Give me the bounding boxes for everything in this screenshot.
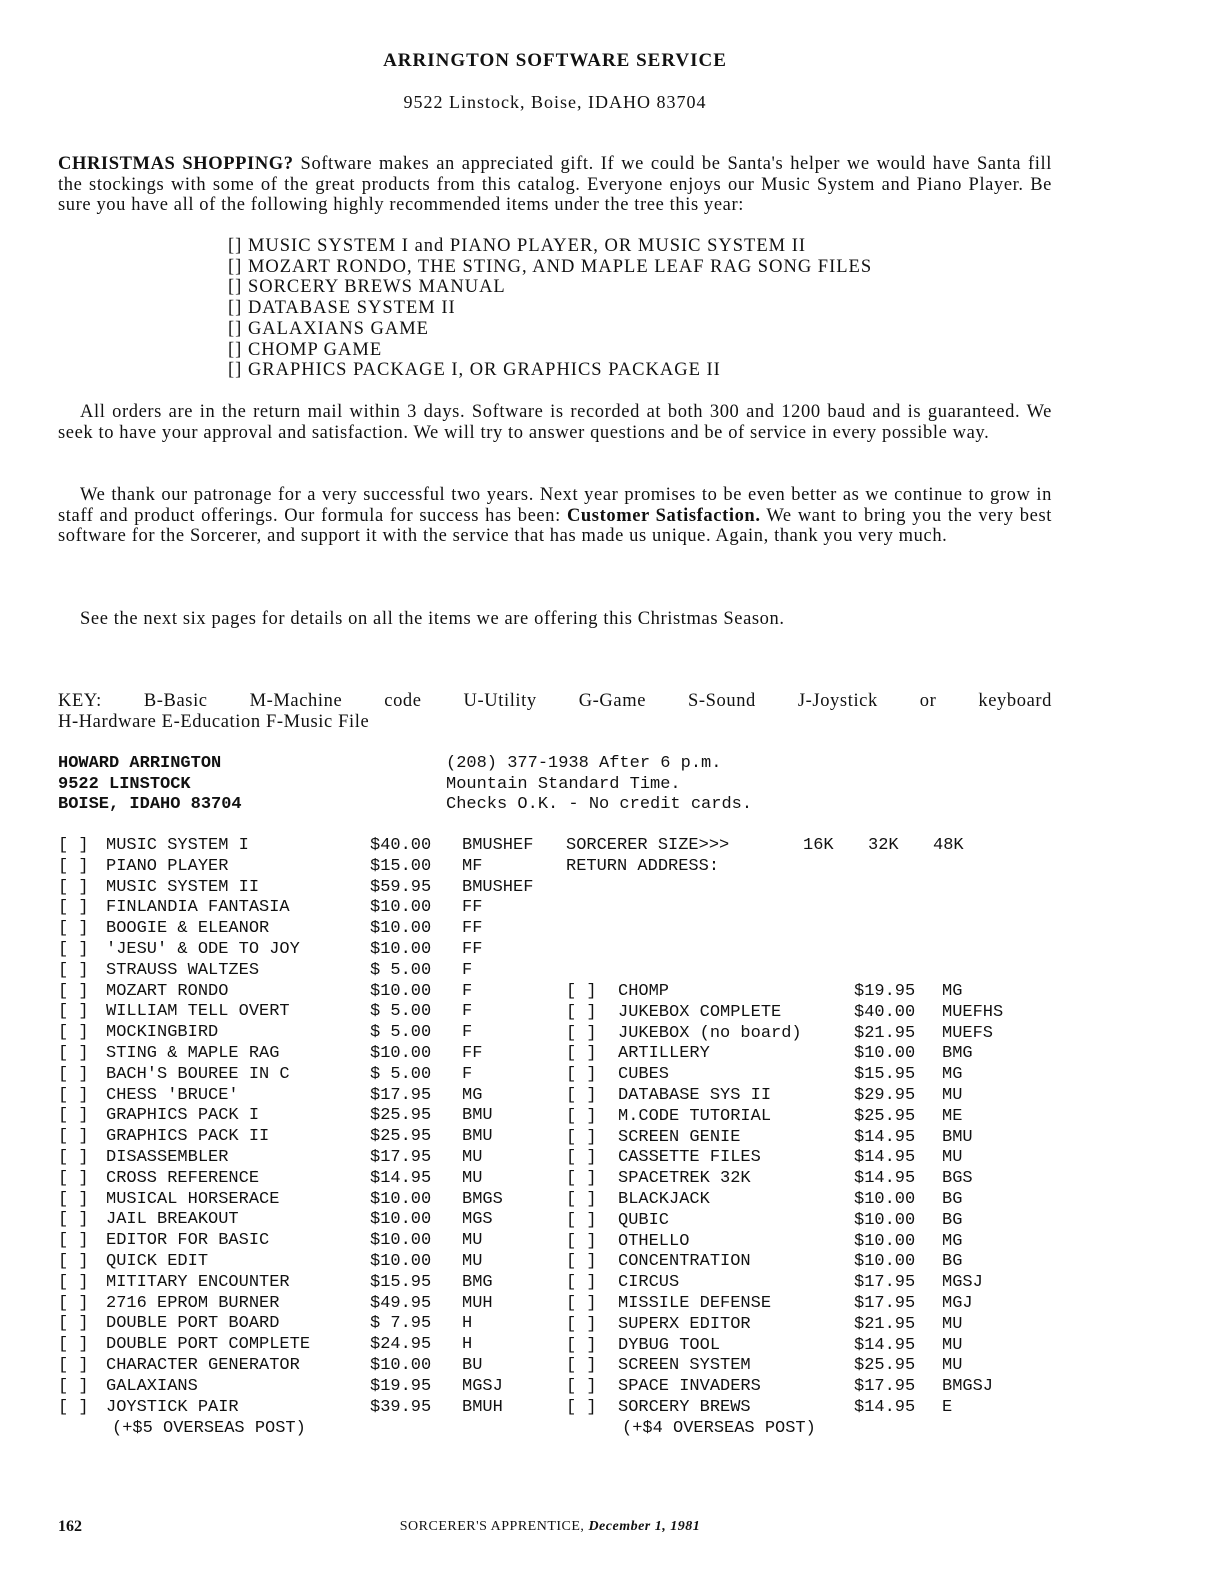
item-price: $59.95: [370, 877, 432, 897]
item-price: $10.00: [370, 898, 432, 918]
item-codes: MG: [942, 982, 963, 1001]
left-order-list: [58, 836, 568, 1436]
order-row: [566, 1169, 1036, 1190]
item-name: SPACE INVADERS: [618, 1377, 761, 1397]
checkbox[interactable]: [ ]: [58, 1293, 89, 1313]
checkbox[interactable]: [ ]: [566, 1106, 597, 1126]
size-16k[interactable]: 16K: [803, 836, 834, 855]
checkbox[interactable]: [ ]: [58, 1044, 89, 1063]
item-codes: BMU: [462, 1127, 493, 1147]
item-price: $21.95: [854, 1314, 916, 1334]
item-price: $10.00: [370, 1210, 432, 1230]
recommended-checklist: [228, 236, 872, 381]
item-name: STING & MAPLE RAG: [106, 1044, 280, 1063]
item-name: MOCKINGBIRD: [106, 1023, 219, 1043]
item-price: $10.00: [370, 1044, 432, 1063]
item-price: $ 5.00: [370, 1002, 432, 1022]
order-row: [58, 1294, 568, 1315]
checkbox[interactable]: [ ]: [566, 1231, 597, 1251]
item-codes: E: [942, 1398, 953, 1417]
order-row: [566, 1336, 1036, 1357]
item-price: $10.00: [854, 1210, 916, 1230]
item-price: $40.00: [370, 836, 432, 855]
item-codes: MU: [942, 1314, 963, 1334]
order-row: [58, 1023, 568, 1044]
checkbox[interactable]: [ ]: [566, 1065, 597, 1085]
item-price: $ 5.00: [370, 1064, 432, 1084]
item-name: PIANO PLAYER: [106, 856, 229, 876]
order-info: [566, 836, 964, 878]
order-row: [58, 940, 568, 961]
item-name: FINLANDIA FANTASIA: [106, 898, 290, 918]
item-codes: MU: [462, 1148, 483, 1167]
checkbox[interactable]: [ ]: [58, 1002, 89, 1022]
order-row: [566, 1356, 1036, 1377]
item-price: $21.95: [854, 1023, 916, 1043]
order-row: [566, 1044, 1036, 1065]
order-row: [58, 1314, 568, 1335]
item-price: $14.95: [854, 1398, 916, 1417]
item-price: $10.00: [370, 940, 432, 959]
thanks-bold: Customer Satisfaction.: [566, 505, 761, 526]
next-pages-paragraph: See the next six pages for details on all the items we are offering this Christmas Season.: [80, 609, 785, 629]
item-price: $10.00: [370, 1252, 432, 1271]
page-title: ARRINGTON SOFTWARE SERVICE: [383, 50, 727, 71]
item-price: $10.00: [854, 1252, 916, 1272]
item-price: $10.00: [370, 981, 432, 1001]
left-overseas-note: (+$5 OVERSEAS POST): [112, 1419, 306, 1438]
item-price: $15.00: [370, 856, 432, 876]
checkbox[interactable]: [ ]: [58, 856, 89, 876]
checkbox[interactable]: [ ]: [58, 1376, 89, 1396]
publication-date: December 1, 1981: [588, 1519, 701, 1534]
item-name: MUSIC SYSTEM I: [106, 836, 249, 855]
item-codes: BG: [942, 1190, 963, 1209]
checkbox[interactable]: [ ]: [58, 940, 89, 959]
checkbox[interactable]: [ ]: [58, 836, 89, 855]
item-codes: BU: [462, 1356, 483, 1375]
item-name: BACH'S BOUREE IN C: [106, 1064, 290, 1084]
item-price: $14.95: [854, 1169, 916, 1189]
item-name: QUBIC: [618, 1210, 670, 1230]
checkbox[interactable]: [ ]: [566, 1190, 597, 1209]
order-row: [58, 1252, 568, 1273]
order-row: [566, 1003, 1036, 1024]
item-name: DYBUG TOOL: [618, 1335, 721, 1355]
order-row: [58, 919, 568, 940]
thanks-text-2: We want to bring you the very best software for the Sorcerer, and support it with the service that has made us unique. Again, thank you very much.: [58, 505, 1052, 547]
order-row: [58, 1210, 568, 1231]
item-name: MUSIC SYSTEM II: [106, 877, 260, 897]
item-name: SORCERY BREWS: [618, 1398, 751, 1417]
item-codes: F: [462, 981, 473, 1001]
checklist-item: [] GRAPHICS PACKAGE I, OR GRAPHICS PACKAGE II: [228, 360, 721, 381]
item-price: $25.95: [854, 1106, 916, 1126]
item-price: $ 7.95: [370, 1314, 432, 1334]
page-number: 162: [58, 1518, 82, 1535]
checkbox[interactable]: [ ]: [58, 981, 89, 1001]
item-codes: MU: [462, 1231, 483, 1251]
size-32k[interactable]: 32K: [868, 836, 899, 855]
item-codes: BG: [942, 1210, 963, 1230]
contact-address: [58, 754, 242, 816]
checkbox[interactable]: [ ]: [566, 982, 597, 1001]
item-codes: MGSJ: [942, 1273, 983, 1293]
item-codes: F: [462, 1064, 473, 1084]
checkbox[interactable]: [ ]: [58, 898, 89, 918]
item-name: GRAPHICS PACK I: [106, 1106, 260, 1126]
checkbox[interactable]: [ ]: [566, 1294, 597, 1313]
key-legend: [58, 691, 1052, 733]
item-name: DISASSEMBLER: [106, 1148, 229, 1167]
item-name: GALAXIANS: [106, 1376, 198, 1396]
item-codes: BMUH: [462, 1397, 503, 1417]
checkbox[interactable]: [ ]: [566, 1356, 597, 1376]
order-row: [566, 1315, 1036, 1336]
item-codes: MG: [942, 1231, 963, 1251]
item-codes: BMG: [942, 1044, 973, 1064]
item-codes: FF: [462, 940, 483, 959]
item-price: $17.95: [854, 1377, 916, 1397]
company-address: 9522 Linstock, Boise, IDAHO 83704: [403, 92, 707, 112]
order-row: [58, 898, 568, 919]
order-row: [566, 1377, 1036, 1398]
item-codes: F: [462, 1023, 473, 1043]
item-price: $10.00: [854, 1190, 916, 1209]
item-name: JOYSTICK PAIR: [106, 1397, 239, 1417]
order-row: [566, 1398, 1036, 1419]
right-order-list: [566, 982, 1036, 1422]
item-name: SPACETREK 32K: [618, 1169, 751, 1189]
contact-phone: (208) 377-1938 After 6 p.m.: [446, 754, 722, 773]
order-row: [58, 1356, 568, 1377]
checkbox[interactable]: [ ]: [58, 1314, 89, 1334]
item-price: $10.00: [370, 1231, 432, 1251]
item-codes: MU: [462, 1252, 483, 1271]
item-name: JUKEBOX (no board): [618, 1023, 802, 1043]
item-name: MITITARY ENCOUNTER: [106, 1272, 290, 1292]
item-codes: MGS: [462, 1210, 493, 1230]
item-price: $17.95: [854, 1294, 916, 1313]
order-row: [566, 1024, 1036, 1045]
item-price: $ 5.00: [370, 960, 432, 980]
orders-paragraph: All orders are in the return mail within 3 days. Software is recorded at both 300 and 1200 baud and is guaranteed. We seek to have your approval and satisfaction. We will try to answer questions and be of service in every possible way.: [58, 402, 1052, 443]
item-codes: MUEFHS: [942, 1002, 1004, 1022]
thanks-text-1: We thank our patronage for a very successful two years. Next year promises to be even better as we continue to grow in staff and product offerings. Our formula for success has been:: [58, 485, 1052, 526]
item-price: $25.95: [854, 1356, 916, 1376]
checklist-item: [] SORCERY BREWS MANUAL: [228, 277, 506, 298]
item-name: ARTILLERY: [618, 1044, 710, 1064]
item-price: $10.00: [854, 1044, 916, 1064]
checklist-item: [] DATABASE SYSTEM II: [228, 298, 456, 319]
checklist-item: [] GALAXIANS GAME: [228, 318, 429, 339]
item-price: $49.95: [370, 1293, 432, 1313]
item-price: $40.00: [854, 1002, 916, 1022]
order-row: [566, 1148, 1036, 1169]
item-name: OTHELLO: [618, 1231, 690, 1251]
checkbox[interactable]: [ ]: [58, 1210, 89, 1230]
item-name: SUPERX EDITOR: [618, 1314, 751, 1334]
item-codes: BMU: [942, 1127, 973, 1147]
checkbox[interactable]: [ ]: [58, 1397, 89, 1417]
order-row: [58, 1044, 568, 1065]
item-name: STRAUSS WALTZES: [106, 960, 260, 980]
checkbox[interactable]: [ ]: [58, 960, 89, 980]
order-row: [58, 1398, 568, 1419]
item-codes: BG: [942, 1252, 963, 1272]
contact-city: BOISE, IDAHO 83704: [58, 795, 242, 814]
order-row: [566, 1232, 1036, 1253]
item-name: CASSETTE FILES: [618, 1148, 761, 1168]
checkbox[interactable]: [ ]: [566, 1002, 597, 1022]
checkbox[interactable]: [ ]: [566, 1148, 597, 1168]
order-row: [58, 1086, 568, 1107]
item-codes: BMUSHEF: [462, 836, 534, 855]
key-line-1: KEY: B-Basic M-Machine code U-Utility G-Game S-Sound J-Joystick or keyboard: [58, 691, 1052, 711]
item-name: CHARACTER GENERATOR: [106, 1356, 300, 1375]
publication-name: SORCERER'S APPRENTICE,: [399, 1519, 585, 1534]
item-name: CUBES: [618, 1065, 670, 1085]
item-codes: MG: [462, 1085, 483, 1105]
item-name: 2716 EPROM BURNER: [106, 1293, 280, 1313]
intro-text: Software makes an appreciated gift. If we could be Santa's helper we would have Santa fill the stockings with some of the great products from this catalog. Everyone enjoys our Music System and Piano Player. Be sure you have all of the following highly recommended items under the tree this year:: [58, 154, 1052, 216]
contact-timezone: Mountain Standard Time.: [446, 774, 681, 794]
order-row: [566, 1190, 1036, 1211]
thanks-paragraph: [58, 485, 1052, 547]
item-price: $17.95: [370, 1148, 432, 1167]
item-name: DATABASE SYS II: [618, 1086, 772, 1105]
item-name: SCREEN GENIE: [618, 1127, 741, 1147]
order-row: [566, 1107, 1036, 1128]
item-name: BLACKJACK: [618, 1190, 710, 1209]
item-price: $14.95: [854, 1335, 916, 1355]
item-codes: FF: [462, 1044, 483, 1063]
checklist-item: [] CHOMP GAME: [228, 339, 383, 360]
item-name: SCREEN SYSTEM: [618, 1356, 751, 1376]
order-row: [58, 1231, 568, 1252]
item-codes: MU: [942, 1148, 963, 1168]
checkbox[interactable]: [ ]: [58, 1356, 89, 1375]
order-row: [58, 1377, 568, 1398]
checkbox[interactable]: [ ]: [58, 1023, 89, 1043]
item-name: JUKEBOX COMPLETE: [618, 1002, 782, 1022]
order-row: [58, 878, 568, 899]
item-codes: MUEFS: [942, 1023, 994, 1043]
checkbox[interactable]: [ ]: [58, 1085, 89, 1105]
item-price: $29.95: [854, 1086, 916, 1105]
item-name: M.CODE TUTORIAL: [618, 1106, 772, 1126]
item-price: $24.95: [370, 1335, 432, 1355]
item-codes: BMG: [462, 1272, 493, 1292]
item-name: QUICK EDIT: [106, 1252, 209, 1271]
item-price: $ 5.00: [370, 1023, 432, 1043]
checkbox[interactable]: [ ]: [566, 1398, 597, 1417]
item-codes: MU: [462, 1168, 483, 1188]
item-name: CIRCUS: [618, 1273, 680, 1293]
item-codes: MU: [942, 1335, 963, 1355]
item-codes: MUH: [462, 1293, 493, 1313]
item-codes: F: [462, 1002, 473, 1022]
item-codes: MU: [942, 1356, 963, 1376]
checkbox[interactable]: [ ]: [58, 1127, 89, 1147]
order-row: [566, 1065, 1036, 1086]
checkbox[interactable]: [ ]: [58, 1231, 89, 1251]
item-codes: BGS: [942, 1169, 973, 1189]
item-price: $15.95: [370, 1272, 432, 1292]
contact-payment: Checks O.K. - No credit cards.: [446, 795, 753, 814]
checkbox[interactable]: [ ]: [566, 1335, 597, 1355]
order-row: [566, 1273, 1036, 1294]
order-row: [566, 1252, 1036, 1273]
order-row: [58, 961, 568, 982]
checkbox[interactable]: [ ]: [58, 1168, 89, 1188]
intro-lead: CHRISTMAS SHOPPING?: [58, 154, 294, 174]
order-row: [58, 836, 568, 857]
item-codes: BMGS: [462, 1189, 503, 1209]
item-price: $15.95: [854, 1065, 916, 1085]
item-price: $10.00: [370, 1356, 432, 1375]
order-row: [58, 1169, 568, 1190]
item-price: $14.95: [854, 1127, 916, 1147]
order-row: [58, 1065, 568, 1086]
order-row: [58, 1335, 568, 1356]
item-codes: BMUSHEF: [462, 877, 534, 897]
item-price: $19.95: [370, 1376, 432, 1396]
order-row: [58, 1273, 568, 1294]
order-row: [58, 1148, 568, 1169]
item-name: MUSICAL HORSERACE: [106, 1189, 280, 1209]
checkbox[interactable]: [ ]: [566, 1127, 597, 1147]
item-price: $10.00: [370, 1189, 432, 1209]
item-price: $17.95: [854, 1273, 916, 1293]
item-price: $17.95: [370, 1085, 432, 1105]
size-label: SORCERER SIZE>>>: [566, 836, 730, 855]
checkbox[interactable]: [ ]: [58, 1064, 89, 1084]
item-price: $19.95: [854, 982, 916, 1001]
order-row: [58, 1002, 568, 1023]
checkbox[interactable]: [ ]: [566, 1023, 597, 1043]
item-name: CHESS 'BRUCE': [106, 1085, 239, 1105]
item-name: 'JESU' & ODE TO JOY: [106, 940, 300, 959]
checklist-item: [] MUSIC SYSTEM I and PIANO PLAYER, OR MUSIC SYSTEM II: [228, 236, 807, 256]
item-codes: FF: [462, 898, 483, 918]
contact-name: HOWARD ARRINGTON: [58, 754, 222, 773]
checkbox[interactable]: [ ]: [566, 1086, 597, 1105]
item-price: $14.95: [854, 1148, 916, 1168]
item-name: MISSILE DEFENSE: [618, 1294, 772, 1313]
checkbox[interactable]: [ ]: [58, 877, 89, 897]
item-name: WILLIAM TELL OVERT: [106, 1002, 290, 1022]
checkbox[interactable]: [ ]: [566, 1044, 597, 1064]
checkbox[interactable]: [ ]: [58, 1272, 89, 1292]
order-row: [58, 1106, 568, 1127]
item-price: $39.95: [370, 1397, 432, 1417]
checkbox[interactable]: [ ]: [58, 1252, 89, 1271]
item-name: JAIL BREAKOUT: [106, 1210, 239, 1230]
item-name: EDITOR FOR BASIC: [106, 1231, 270, 1251]
order-row: [58, 982, 568, 1003]
checkbox[interactable]: [ ]: [566, 1252, 597, 1272]
item-price: $25.95: [370, 1127, 432, 1147]
item-codes: ME: [942, 1106, 963, 1126]
order-row: [566, 1128, 1036, 1149]
item-price: $25.95: [370, 1106, 432, 1126]
item-codes: F: [462, 960, 473, 980]
item-name: DOUBLE PORT COMPLETE: [106, 1335, 311, 1355]
item-codes: MF: [462, 856, 483, 876]
publication-footer: [0, 1519, 1100, 1535]
item-name: MOZART RONDO: [106, 981, 229, 1001]
item-codes: MU: [942, 1086, 963, 1105]
item-name: BOOGIE & ELEANOR: [106, 919, 270, 939]
order-row: [566, 1294, 1036, 1315]
order-row: [58, 857, 568, 878]
checkbox[interactable]: [ ]: [58, 1106, 89, 1126]
checkbox[interactable]: [ ]: [566, 1210, 597, 1230]
item-name: GRAPHICS PACK II: [106, 1127, 270, 1147]
key-line-2: H-Hardware E-Education F-Music File: [58, 712, 370, 732]
checkbox[interactable]: [ ]: [58, 1148, 89, 1167]
item-codes: FF: [462, 919, 483, 939]
checkbox[interactable]: [ ]: [58, 1189, 89, 1209]
order-row: [566, 982, 1036, 1003]
item-codes: BMU: [462, 1106, 493, 1126]
item-price: $10.00: [370, 919, 432, 939]
right-overseas-note: (+$4 OVERSEAS POST): [622, 1419, 816, 1438]
item-codes: MGSJ: [462, 1376, 503, 1396]
return-address-label: RETURN ADDRESS:: [566, 856, 720, 876]
checkbox[interactable]: [ ]: [58, 919, 89, 939]
item-name: CONCENTRATION: [618, 1252, 751, 1272]
checklist-item: [] MOZART RONDO, THE STING, AND MAPLE LEAF RAG SONG FILES: [228, 256, 873, 277]
item-codes: H: [462, 1335, 473, 1355]
item-codes: MGJ: [942, 1294, 973, 1313]
checkbox[interactable]: [ ]: [566, 1169, 597, 1189]
item-name: DOUBLE PORT BOARD: [106, 1314, 280, 1334]
checkbox[interactable]: [ ]: [566, 1314, 597, 1334]
intro-paragraph: [58, 154, 1052, 216]
checkbox[interactable]: [ ]: [566, 1273, 597, 1293]
order-row: [566, 1211, 1036, 1232]
size-48k[interactable]: 48K: [933, 836, 964, 855]
item-price: $10.00: [854, 1231, 916, 1251]
order-row: [58, 1190, 568, 1211]
contact-street: 9522 LINSTOCK: [58, 774, 191, 794]
order-row: [566, 1086, 1036, 1107]
contact-info: [446, 754, 752, 816]
checkbox[interactable]: [ ]: [58, 1335, 89, 1355]
item-codes: H: [462, 1314, 473, 1334]
order-row: [58, 1127, 568, 1148]
item-price: $14.95: [370, 1168, 432, 1188]
item-codes: MG: [942, 1065, 963, 1085]
checkbox[interactable]: [ ]: [566, 1377, 597, 1397]
item-codes: BMGSJ: [942, 1377, 994, 1397]
item-name: CHOMP: [618, 982, 670, 1001]
item-name: CROSS REFERENCE: [106, 1168, 260, 1188]
